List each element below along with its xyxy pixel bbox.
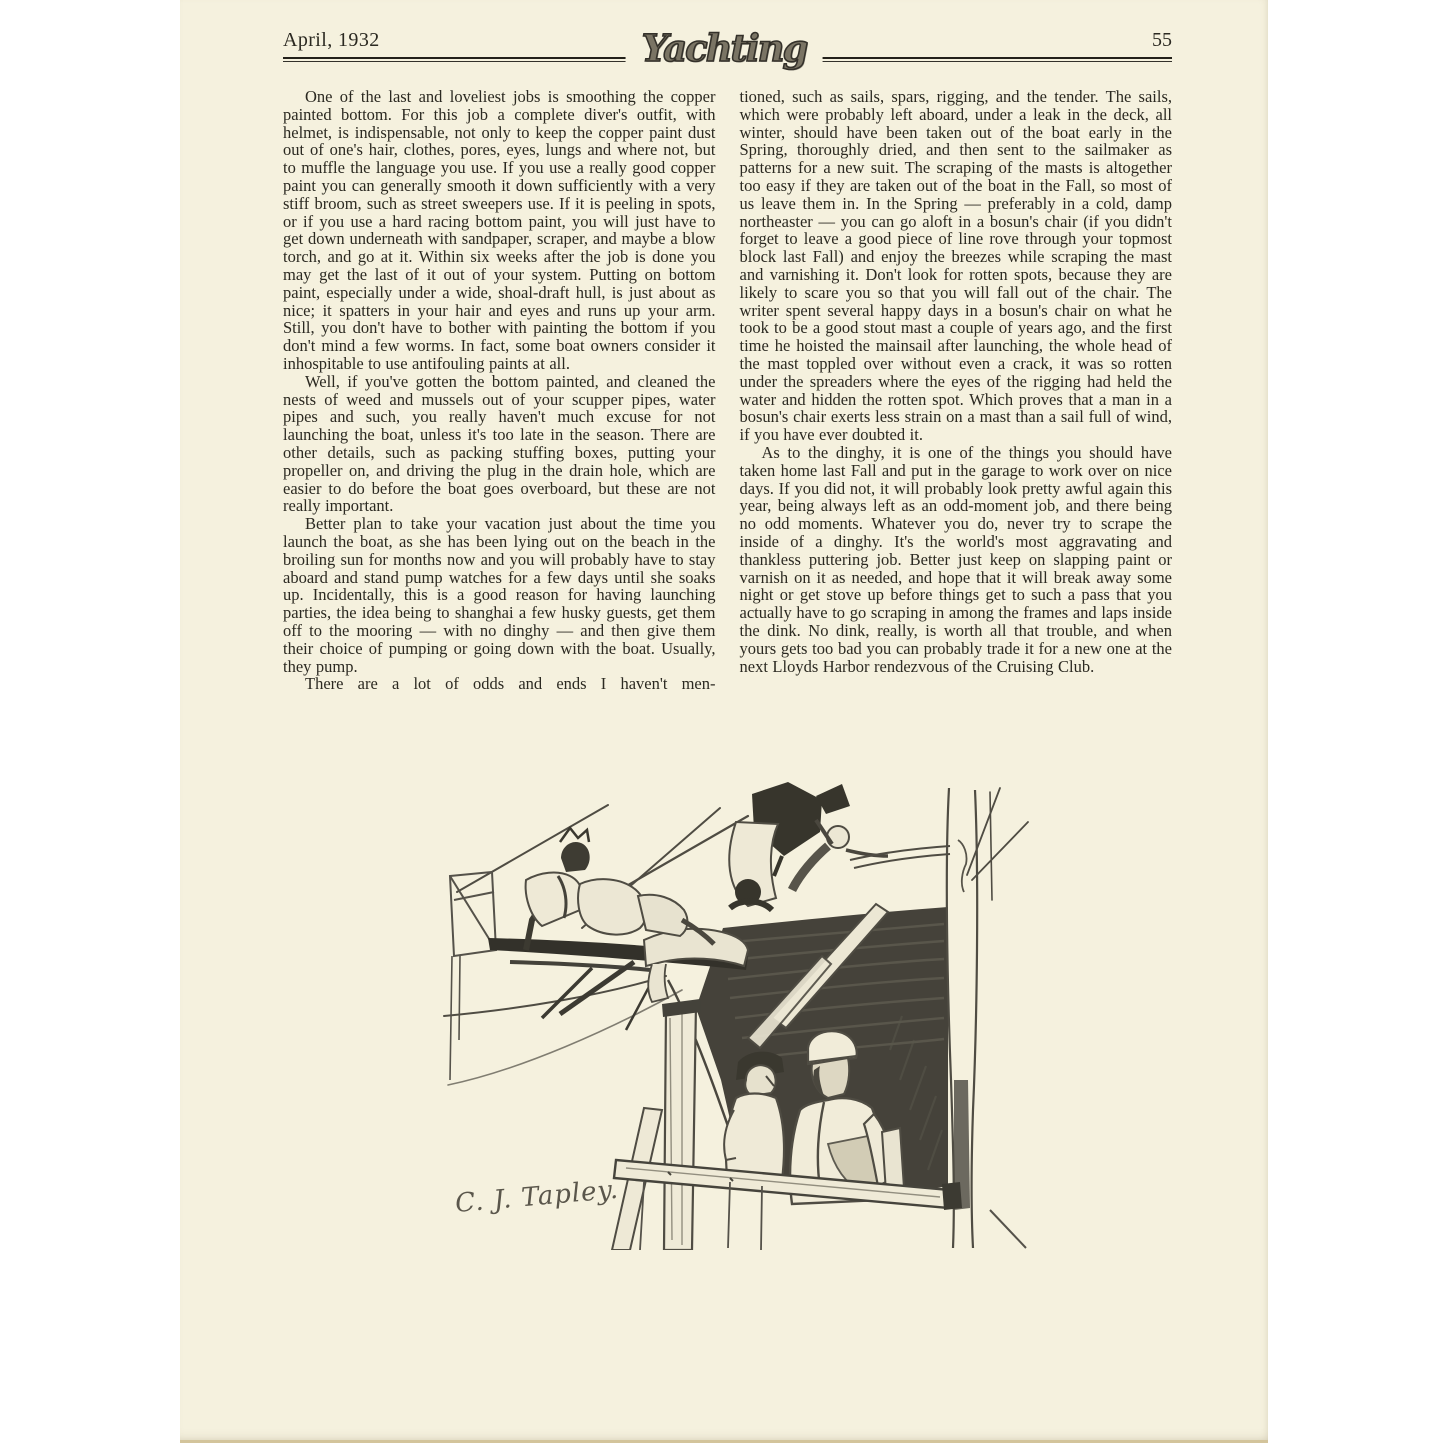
page-number: 55 (1152, 29, 1172, 51)
boat-launch-sketch (430, 780, 1030, 1250)
magazine-page (180, 0, 1268, 1443)
yachting-logo: Yachting (626, 26, 823, 70)
left-column (283, 88, 716, 693)
artist-signature: C. J. Tapley. (453, 1174, 621, 1219)
paragraph: As to the dinghy, it is one of the things you should have taken home last Fall and put in the garage to work over on nice days. If you did not, it will probably look pretty awful again this year, being always left as an odd-moment job, and there being no odd moments. Whatever you do, never try to scrape the inside of a dinghy. It's the world's most aggravating and thankless puttering job. Better just keep on slapping paint or varnish on it as needed, and hope that it will break away some night or get stove up before things get to such a pass that you actually have to go scraping in among the frames and laps inside the dink. No dink, really, is worth all that trouble, and when yours gets too bad you can probably trade it for a new one at the next Lloyds Harbor rendezvous of the Cruising Club. (739, 442, 1172, 676)
paragraph: Well, if you've gotten the bottom painted, and cleaned the nests of weed and mussels out of your scupper pipes, water pipes and such, you really haven't much excuse for not launching the boat, unless it's too late in the season. There are other details, such as packing stuffing boxes, putting your propeller on, and driving the plug in the drain hole, which are easier to do before the boat goes overboard, but these are not really important. (283, 371, 716, 516)
paragraph: There are a lot of odds and ends I haven't men- (305, 674, 716, 694)
right-upright (947, 788, 977, 1248)
issue-date: April, 1932 (283, 29, 380, 51)
right-column (740, 88, 1173, 693)
paragraph: Better plan to take your vacation just about the time you launch the boat, as she has been lying out on the beach in the broiling sun for months now and you will probably have to stay aboard and stand pump watches for a few days until she soaks up. Incidentally, this is a good reason for having launching parties, the idea being to shanghai a few husky guests, get them off to the mooring — with no dinghy — and then give them their choice of pumping or going down with the boat. Usually, they pump. (283, 514, 716, 676)
article-body (283, 88, 1172, 693)
masthead-figure (729, 782, 950, 910)
bow-pulpit (450, 872, 496, 1080)
illustration (430, 780, 1030, 1250)
masthead (180, 0, 1268, 88)
center-post (612, 999, 701, 1250)
paragraph: tioned, such as sails, spars, rigging, and the tender. The sails, which were probably left aboard, under a leak in the deck, all winter, should have been taken out of the boat early in the Spring, thoroughly dried, and then sent to the sailmaker as patterns for a new suit. The scraping of the masts is altogether too easy if they are taken out of the boat in the Fall, so most of us leave them in. In the Spring — preferably in a cold, damp northeaster — you can go aloft in a bosun's chair (if you didn't forget to leave a good piece of line rove through your topmost block last Fall) and enjoy the breezes while scraping the mast and varnishing it. Don't look for rotten spots, because they are likely to scare you so that you will fall out of the chair. The writer spent several happy days in a bosun's chair on what he took to be a good stout mast a couple of years ago, and the first time he hoisted the mainsail after launching, the whole head of the mast toppled over without even a crack, it was so rotten under the spreaders where the eyes of the rigging had held the water and hidden the rotten spot. Which proves that a man in a bosun's chair exerts less strain on a mast than a sail full of wind, if you have ever doubted it. (739, 87, 1172, 445)
paragraph: One of the last and loveliest jobs is smoothing the copper painted bottom. For this job a complete diver's outfit, with helmet, is indispensable, not only to keep the copper paint dust out of one's hair, clothes, pores, eyes, lungs and where not, but to muffle the language you use. If you use a really good copper paint you can generally smooth it down sufficiently with a very stiff broom, such as street sweepers use. If it is peeling in spots, or if you use a hard racing bottom paint, you will just have to get down underneath with sandpaper, scraper, and maybe a blow torch, and go at it. Within six weeks after the job is done you may get the last of it out of your system. Putting on bottom paint, especially under a wide, shoal-draft hull, is just about as nice; it spatters in your hair and eyes and runs up your arm. Still, you don't have to bother with painting the bottom if you don't mind a few worms. In fact, some boat owners consider it inhospitable to use antifouling paints at all. (283, 87, 716, 373)
